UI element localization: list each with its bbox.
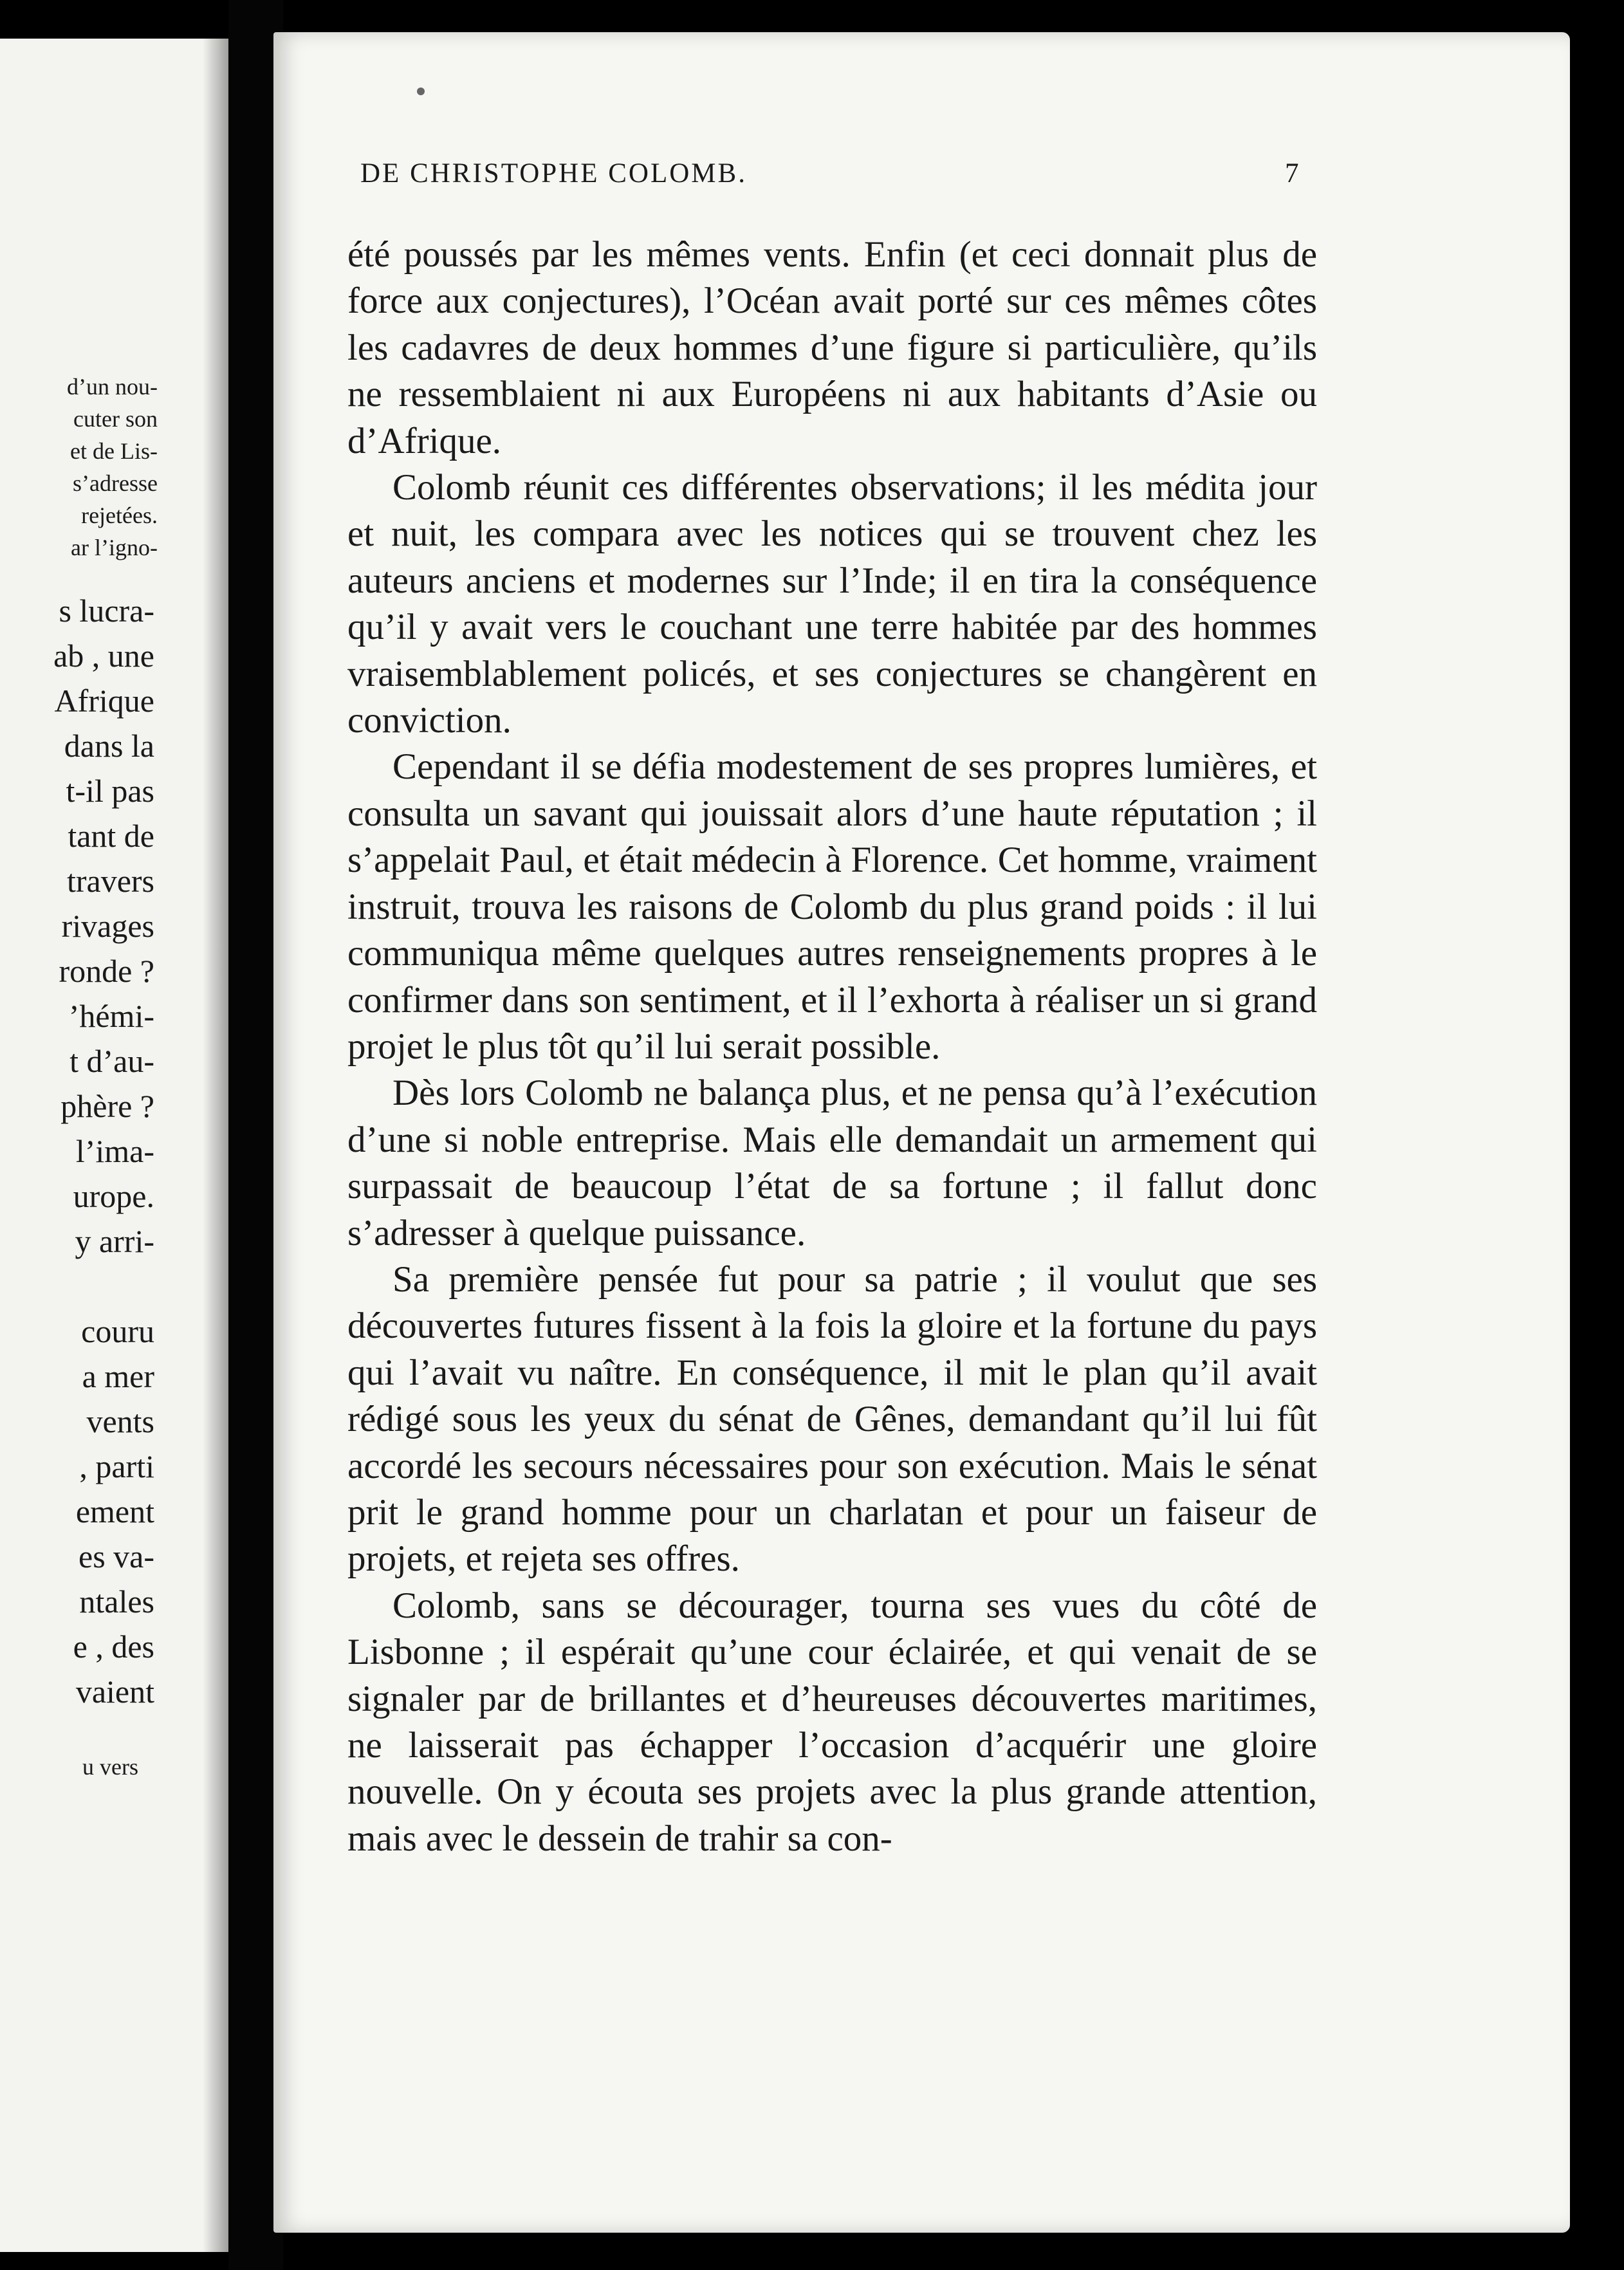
left-page-line: cuter son bbox=[73, 406, 158, 432]
page-edge bbox=[1570, 0, 1624, 2270]
left-page-line: a mer bbox=[82, 1358, 154, 1394]
left-page-line: couru bbox=[81, 1313, 154, 1349]
paragraph: Colomb réunit ces différentes observations; il les médita jour et nuit, les compara avec les notices qui se trouvent chez les auteurs anciens et modernes sur l’Inde; il en tira la conséquence qu’il y avait vers le couchant une terre habitée par des hommes vraisemblablement policés, et ses conjectures se changèrent en conviction. bbox=[347, 467, 1317, 741]
left-page-line: , parti bbox=[79, 1448, 154, 1484]
printer-mark bbox=[417, 88, 425, 95]
left-page-line: vaient bbox=[75, 1674, 154, 1710]
left-page-line: ar l’igno- bbox=[71, 535, 158, 560]
page-number: 7 bbox=[1285, 158, 1301, 189]
left-page-line: l’ima- bbox=[75, 1133, 154, 1169]
left-page-line: s’adresse bbox=[73, 470, 158, 496]
left-page-line: dans la bbox=[64, 728, 154, 764]
left-page-line: s lucra- bbox=[59, 593, 154, 629]
left-page-line: rejetées. bbox=[81, 503, 158, 528]
running-head-title: DE CHRISTOPHE COLOMB. bbox=[360, 158, 747, 189]
left-page-line: ab , une bbox=[53, 638, 154, 674]
left-page-line: travers bbox=[66, 863, 154, 899]
left-page-line: u vers bbox=[82, 1754, 138, 1780]
left-page-line: vents bbox=[86, 1403, 154, 1439]
paragraph: Sa première pensée fut pour sa patrie ; il voulut que ses découvertes futures fissent à la fois la gloire et la fortune du pays qui l’avait vu naître. En conséquence, il mit le plan qu’il avait rédigé sous les yeux du sénat de Gênes, demandant qu’il lui fût accordé les secours nécessaires pour son exécution. Mais le sénat prit le grand homme pour un charlatan et pour un faiseur de projets, et rejeta ses offres. bbox=[347, 1259, 1317, 1580]
left-page-line: t d’au- bbox=[69, 1043, 154, 1079]
left-page-line: e , des bbox=[73, 1629, 154, 1665]
left-page-line: ronde ? bbox=[59, 953, 154, 989]
left-page-line: urope. bbox=[73, 1178, 154, 1214]
body-text bbox=[347, 232, 1317, 1862]
paragraph: Cependant il se défia modestement de ses propres lumières, et consulta un savant qui jouissait alors d’une haute réputation ; il s’appelait Paul, et était médecin à Florence. Cet homme, vraiment instruit, trouva les raisons de Colomb du plus grand poids : il lui communiqua même quelques autres renseignements propres à le confirmer dans son sentiment, et il l’exhorta à réaliser un si grand projet le plus tôt qu’il lui serait possible. bbox=[347, 746, 1317, 1067]
left-page-line: ntales bbox=[79, 1583, 154, 1619]
paragraph: Dès lors Colomb ne balança plus, et ne pensa qu’à l’exécution d’une si noble entreprise. Mais elle demandait un armement qui surpassait de beaucoup l’état de sa fortune ; il fallut donc s’adresser à quelque puissance. bbox=[347, 1073, 1317, 1253]
left-page-line: es va- bbox=[78, 1538, 154, 1574]
left-facing-page bbox=[0, 39, 228, 2252]
paragraph: Colomb, sans se décourager, tourna ses vues du côté de Lisbonne ; il espérait qu’une cour éclairée, et qui venait de se signaler par de brillantes et d’heureuses découvertes maritimes, ne laisserait pas échapper l’occasion d’acquérir une gloire nouvelle. On y écouta ses projets avec la plus grande attention, mais avec le dessein de trahir sa con- bbox=[347, 1585, 1317, 1859]
gutter-shadow bbox=[203, 39, 228, 2252]
left-page-line: phère ? bbox=[60, 1088, 154, 1124]
left-page-line: tant de bbox=[68, 818, 154, 854]
left-page-line: rivages bbox=[61, 908, 154, 944]
paragraph: été poussés par les mêmes vents. Enfin (et ceci donnait plus de force aux conjectures), l’Océan avait porté sur ces mêmes côtes les cadavres de deux hommes d’une figure si particulière, qu’ils ne ressemblaient ni aux Européens ni aux habitants d’Asie ou d’Afrique. bbox=[347, 234, 1317, 461]
left-page-line: ement bbox=[75, 1493, 154, 1529]
left-page-line: et de Lis- bbox=[70, 438, 158, 464]
left-page-line: y arri- bbox=[75, 1223, 154, 1259]
left-page-line: t-il pas bbox=[66, 773, 154, 809]
left-page-line: Afrique bbox=[54, 683, 154, 719]
left-page-line: ’hémi- bbox=[68, 998, 154, 1034]
left-page-line: d’un nou- bbox=[67, 374, 158, 400]
